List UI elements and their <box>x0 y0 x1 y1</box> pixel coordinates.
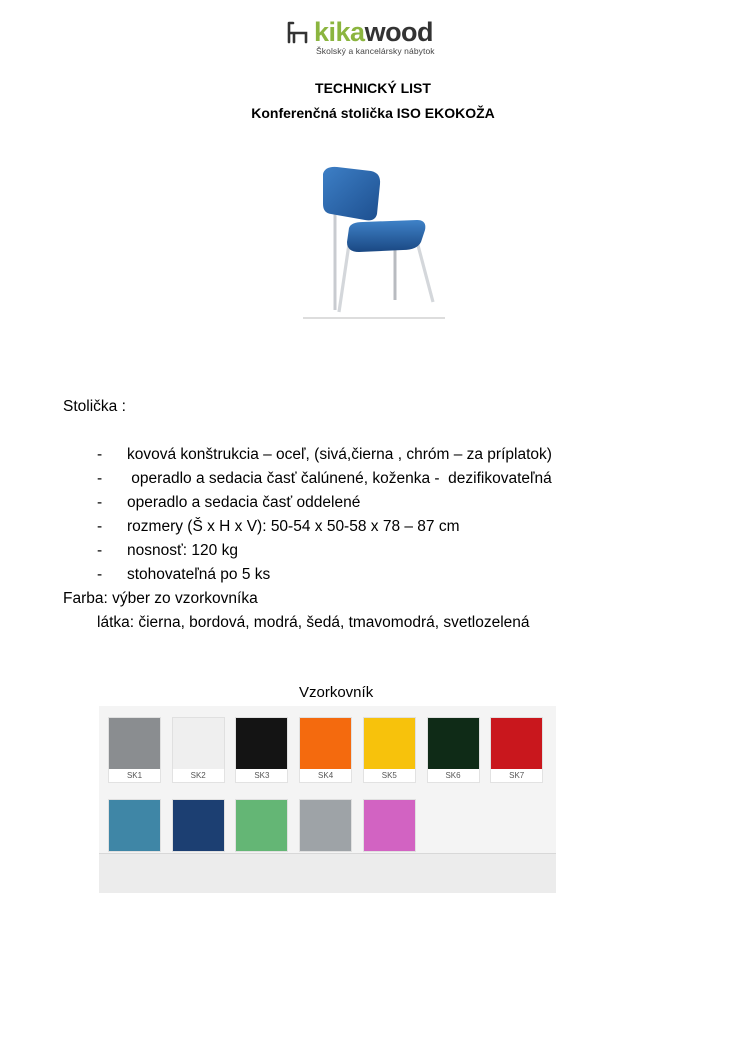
color-swatch <box>172 717 225 770</box>
swatch-title: Vzorkovník <box>299 684 374 701</box>
color-swatch <box>299 799 352 852</box>
chair-logo-icon <box>286 20 312 46</box>
bullet-dash: - <box>97 446 103 463</box>
swatch-code: SK1 <box>108 769 161 783</box>
document-title: TECHNICKÝ LIST <box>315 80 431 96</box>
color-swatch <box>363 799 416 852</box>
swatch-code: SK7 <box>490 769 543 783</box>
document-subtitle: Konferenčná stolička ISO EKOKOŽA <box>251 105 495 121</box>
brand-name <box>314 16 433 48</box>
brand-name-wood: wood <box>364 17 434 47</box>
spec-bullet: operadlo a sedacia časť oddelené <box>127 494 361 511</box>
spec-bullet: kovová konštrukcia – oceľ, (sivá,čierna , chróm – za príplatok) <box>127 446 552 463</box>
brand-tagline: Školský a kancelársky nábytok <box>316 46 435 56</box>
swatch-code: SK5 <box>363 769 416 783</box>
color-swatch <box>108 799 161 852</box>
bullet-dash: - <box>97 494 103 511</box>
fabric-colors-text: látka: čierna, bordová, modrá, šedá, tmavomodrá, svetlozelená <box>97 614 530 631</box>
spec-bullet: operadlo a sedacia časť čalúnené, koženka - dezifikovateľná <box>127 470 552 487</box>
color-swatch <box>427 717 480 770</box>
color-choice-text: Farba: výber zo vzorkovníka <box>63 590 258 607</box>
kikawood-logo <box>286 16 462 62</box>
swatch-code: SK6 <box>427 769 480 783</box>
spec-bullet: stohovateľná po 5 ks <box>127 566 271 583</box>
brand-name-kika: kika <box>314 17 365 47</box>
color-swatch <box>108 717 161 770</box>
color-swatch <box>172 799 225 852</box>
swatch-code: SK2 <box>172 769 225 783</box>
spec-bullet: rozmery (Š x H x V): 50-54 x 50-58 x 78 – 87 cm <box>127 518 460 535</box>
color-swatch <box>235 799 288 852</box>
chair-image <box>303 160 445 320</box>
color-swatch <box>363 717 416 770</box>
swatch-code: SK3 <box>235 769 288 783</box>
bullet-dash: - <box>97 470 103 487</box>
bullet-dash: - <box>97 542 103 559</box>
section-label: Stolička : <box>63 398 126 415</box>
color-swatch <box>235 717 288 770</box>
swatch-panel <box>99 706 556 892</box>
bullet-dash: - <box>97 518 103 535</box>
color-swatch <box>299 717 352 770</box>
color-swatch <box>490 717 543 770</box>
spec-bullet: nosnosť: 120 kg <box>127 542 238 559</box>
bullet-dash: - <box>97 566 103 583</box>
swatch-panel-footer <box>99 853 556 893</box>
swatch-code: SK4 <box>299 769 352 783</box>
